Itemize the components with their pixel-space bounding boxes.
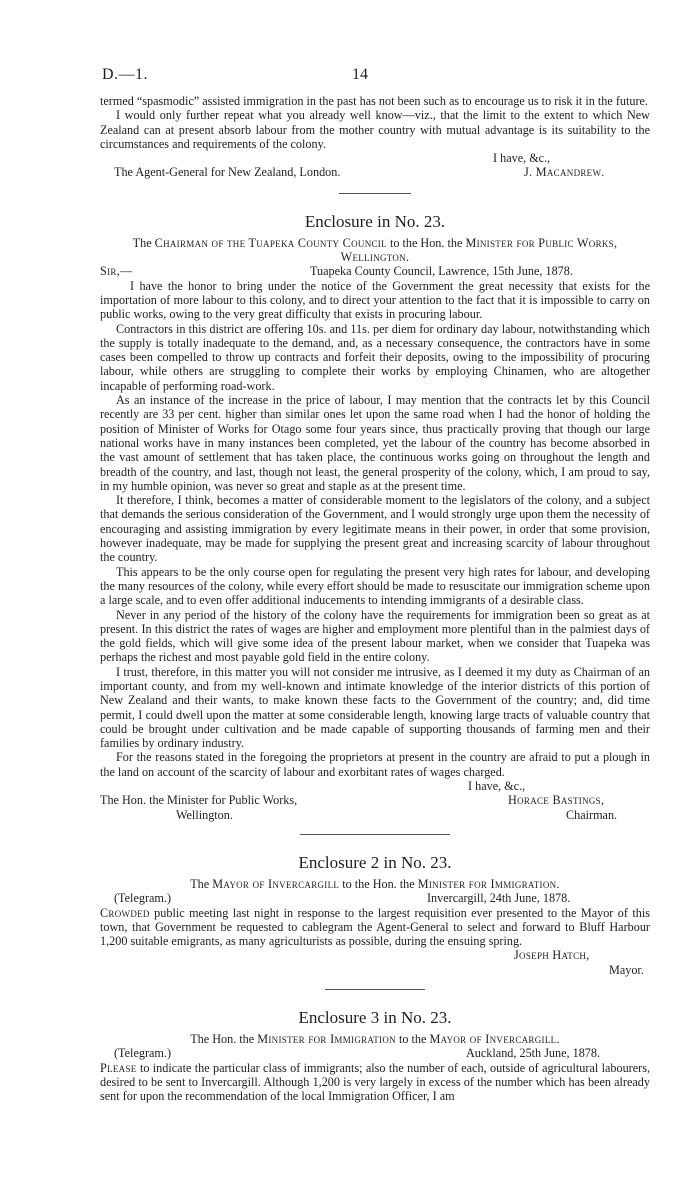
enclosure-title: The Mayor of Invercargill to the Hon. the Minister for Immigration.	[190, 876, 560, 891]
paragraph: As an instance of the increase in the price of labour, I may mention that the contracts let by this Council recently are 33 per cent. higher than similar ones let upon the same road when I had the honor of holding the position of Minister of Works for Otago some four years since, thus practically proving that though our large national works have in many instances been completed, yet the labour of the country has become absorbed in the vast amount of settlement that has taken place, the continuous works going on throughout the length and breadth of the country, and last, though not least, the general prosperity of the colony, which, I am proud to say, in my humble opinion, was never so great and staple as at the present time.	[100, 393, 650, 493]
paragraph: This appears to be the only course open for regulating the present very high rates for labour, and developing the many resources of the colony, while every effort should be made to resuscitate our immigration scheme upon a large scale, and to even offer additional inducements to intending immigrants of a desirable class.	[100, 564, 650, 608]
letter-dateline: Tuapeka County Council, Lawrence, 15th June, 1878.	[310, 264, 573, 279]
telegram-line	[100, 1046, 650, 1060]
signature-line	[100, 963, 650, 977]
signatory-title: Mayor.	[609, 962, 644, 977]
paragraph: Contractors in this district are offering 10s. and 11s. per diem for ordinary day labour, notwithstanding which the supply is totally inadequate to the demand, and, as a necessary consequence, the contractors have in some cases been compelled to throw up contracts and forfeit their deposits, owing to the impossibility of procuring labour, while others are struggling to complete their works by employing Chinamen, who are altogether incapable of performing road-work.	[100, 321, 650, 393]
signature-line	[100, 793, 650, 807]
paragraph: I would only further repeat what you already well know—viz., that the limit to the extent to which New Zealand can at present absorb labour from the mother country with mutual advantage is its suitability to the circumstances and requirements of the colony.	[100, 108, 650, 151]
signature: Horace Bastings,	[508, 793, 605, 808]
page-header	[100, 66, 650, 88]
addressee: The Hon. the Minister for Public Works,	[100, 793, 298, 808]
paragraph: Crowded public meeting last night in response to the largest requisition ever presented to the Mayor of this town, that Government be requested to cablegram the Agent-General to select and forward to Bluff Harbour 1,200 suitable emigrants, as many agriculturists as possible, during the ensuing spring.	[100, 905, 650, 949]
closing: I have, &c.,	[468, 779, 526, 794]
divider	[339, 193, 411, 194]
document-body	[100, 94, 650, 1104]
closing: I have, &c.,	[493, 151, 551, 166]
enclosure-heading: Enclosure in No. 23.	[304, 211, 446, 231]
page-number: 14	[352, 66, 368, 83]
paragraph: It therefore, I think, becomes a matter of considerable moment to the legislators of the colony, and a subject that demands the serious consideration of the Government, and I would strongly urge upon them the necessity of encouraging and assisting immigration by every legitimate means in their power, in order that some provision, however inadequate, may be made for supplying the present great and increasing scarcity of labour throughout the country.	[100, 493, 650, 565]
paragraph: Please to indicate the particular class of immigrants; also the number of each, outside of agricultural labourers, desired to be sent to Invercargill. Although 1,200 is very largely in excess of the number which has been already sent for upon the recommendation of the local Immigration Officer, I am	[100, 1060, 650, 1104]
paper-reference: D.—1.	[102, 66, 149, 83]
telegram-line	[100, 891, 650, 905]
signature: J. Macandrew.	[524, 165, 605, 180]
signature-line	[100, 948, 650, 962]
signature: Joseph Hatch,	[514, 948, 590, 963]
enclosure-title: The Hon. the Minister for Immigration to the Mayor of Invercargill.	[190, 1032, 560, 1047]
signature-line	[100, 808, 650, 822]
closing-line	[100, 779, 650, 793]
letter-dateline: Auckland, 25th June, 1878.	[466, 1046, 601, 1061]
signatory-title: Chairman.	[566, 807, 618, 822]
enclosure-title: The Chairman of the Tuapeka County Council to the Hon. the Minister for Public Works, Wellington.	[132, 235, 618, 265]
paragraph: I have the honor to bring under the notice of the Government the great necessity that exists for the importation of more labour to this colony, and to direct your attention to the fact that it is impossible to carry on public works, owing to the very great difficulty that exists in procuring labour.	[100, 278, 650, 322]
telegram-note: (Telegram.)	[114, 891, 172, 906]
addressee: Wellington.	[176, 807, 233, 822]
paragraph: termed “spasmodic” assisted immigration in the past has not been such as to encourage us to risk it in the future.	[100, 94, 648, 108]
salutation-line	[100, 264, 650, 278]
closing-line	[100, 151, 650, 165]
signature-line	[100, 165, 650, 179]
addressee: The Agent-General for New Zealand, London.	[114, 165, 341, 180]
paragraph: For the reasons stated in the foregoing the proprietors at present in the country are afraid to put a plough in the land on account of the scarcity of labour and exorbitant rates of wages charged.	[100, 750, 650, 779]
paragraph: I trust, therefore, in this matter you will not consider me intrusive, as I deemed it my duty as Chairman of an important county, and from my well-known and intimate knowledge of the interior districts of this portion of New Zealand and their wants, to make known these facts to the Government of the country; and, did time permit, I could dwell upon the matter at some considerable length, knowing large tracts of valuable country that could be brought under cultivation and be made capable of supporting thousands of farming men and their families by ordinary industry.	[100, 664, 650, 751]
enclosure-heading: Enclosure 2 in No. 23.	[298, 852, 452, 872]
divider	[300, 834, 450, 835]
telegram-note: (Telegram.)	[114, 1046, 172, 1061]
enclosure-heading: Enclosure 3 in No. 23.	[298, 1008, 452, 1028]
paragraph: Never in any period of the history of the colony have the requirements for immigration been so great as at present. In this district the rates of wages are higher and employment more plentiful than in the palmiest days of the gold fields, which will give some idea of the present labour market, when we consider that Tuapeka was perhaps the richest and most payable gold field in the entire colony.	[100, 607, 650, 665]
letter-dateline: Invercargill, 24th June, 1878.	[427, 891, 571, 906]
divider	[325, 989, 425, 990]
salutation: Sir,—	[100, 264, 133, 279]
